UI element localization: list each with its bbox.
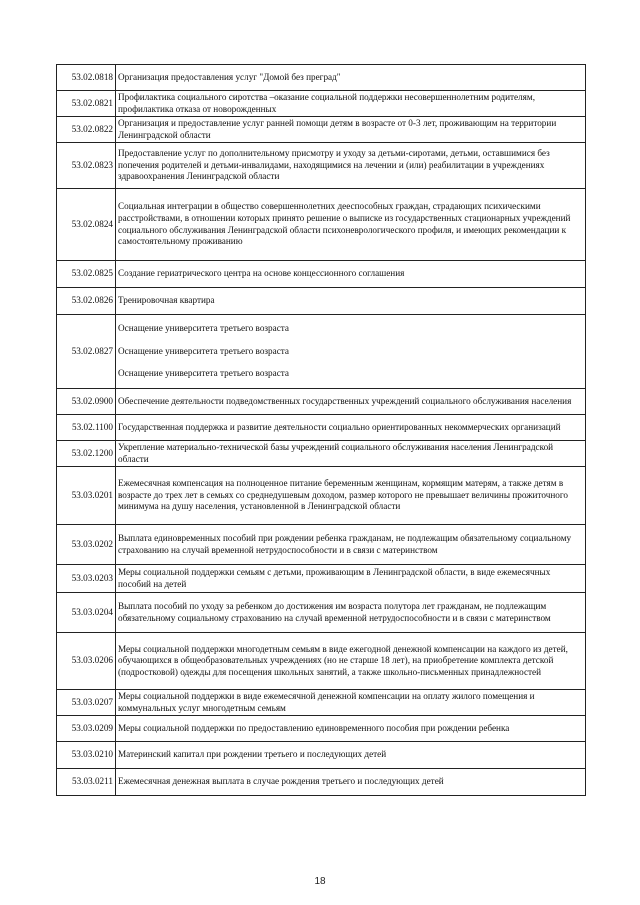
row-description: Меры социальной поддержки по предоставлению единовременного пособия при рождении ребенка — [116, 716, 586, 742]
row-description: Укрепление материально-технической базы учреждений социального обслуживания населения Ленинградской области — [116, 441, 586, 467]
row-code: 53.02.1100 — [57, 415, 116, 441]
row-code: 53.02.1200 — [57, 441, 116, 467]
table-row — [57, 315, 586, 389]
row-description-line: Оснащение университета третьего возраста — [118, 368, 290, 379]
budget-codes-table — [56, 64, 586, 796]
table-row — [57, 117, 586, 143]
table-row — [57, 593, 586, 633]
row-description: Профилактика социального сиротства –оказание социальной поддержки несовершеннолетним родителям, профилактика отказа от новорожденных — [116, 91, 586, 117]
row-code: 53.03.0206 — [57, 633, 116, 690]
row-description: Социальная интеграции в общество совершеннолетних дееспособных граждан, страдающих психическими расстройствами, в отношении которых принято решение о выписке из государственных стационарных учреждений социального обслуживания Ленинградской области психоневрологического профиля, и имеющих рекомендации к самостоятельному проживанию — [116, 189, 586, 261]
table-row — [57, 441, 586, 467]
row-code: 53.02.0821 — [57, 91, 116, 117]
row-code: 53.03.0201 — [57, 467, 116, 525]
row-description: Ежемесячная денежная выплата в случае рождения третьего и последующих детей — [116, 769, 586, 796]
table-row — [57, 769, 586, 796]
table-row — [57, 565, 586, 593]
row-code: 53.02.0900 — [57, 389, 116, 415]
row-description-line: Оснащение университета третьего возраста — [118, 323, 290, 334]
table-row — [57, 716, 586, 742]
row-description: Организация предоставления услуг "Домой без преград" — [116, 65, 586, 91]
row-description: Обеспечение деятельности подведомственных государственных учреждений социального обслуживания населения — [116, 389, 586, 415]
table-row — [57, 91, 586, 117]
table-row — [57, 633, 586, 690]
row-code: 53.02.0823 — [57, 143, 116, 189]
page-number: 18 — [314, 876, 326, 887]
table-row — [57, 65, 586, 91]
row-code: 53.02.0825 — [57, 261, 116, 288]
row-code: 53.02.0826 — [57, 288, 116, 315]
row-description: Тренировочная квартира — [116, 288, 586, 315]
table-row — [57, 143, 586, 189]
table-row — [57, 742, 586, 769]
table-row — [57, 690, 586, 716]
row-code: 53.03.0204 — [57, 593, 116, 633]
row-description: Создание гериатрического центра на основе концессионного соглашения — [116, 261, 586, 288]
row-description: Меры социальной поддержки в виде ежемесячной денежной компенсации на оплату жилого помещения и коммунальных услуг многодетным семьям — [116, 690, 586, 716]
row-code: 53.03.0207 — [57, 690, 116, 716]
table-row — [57, 525, 586, 565]
row-description — [116, 315, 586, 389]
row-description: Выплата пособий по уходу за ребенком до достижения им возраста полутора лет гражданам, не подлежащим обязательному социальному страхованию на случай временной нетрудоспособности и в связи с материнством — [116, 593, 586, 633]
table-row — [57, 389, 586, 415]
row-description-line: Оснащение университета третьего возраста — [118, 345, 290, 356]
row-description: Выплата единовременных пособий при рождении ребенка гражданам, не подлежащим обязательному социальному страхованию на случай временной нетрудоспособности и в связи с материнством — [116, 525, 586, 565]
row-code: 53.03.0211 — [57, 769, 116, 796]
table-row — [57, 189, 586, 261]
row-code: 53.02.0822 — [57, 117, 116, 143]
row-description: Ежемесячная компенсация на полноценное питание беременным женщинам, кормящим матерям, а также детям в возрасте до трех лет в семьях со среднедушевым доходом, размер которого не превышает величины прожиточного минимума на душу населения, установленной в Ленинградской области — [116, 467, 586, 525]
row-description: Материнский капитал при рождении третьего и последующих детей — [116, 742, 586, 769]
row-code: 53.03.0210 — [57, 742, 116, 769]
row-code: 53.03.0202 — [57, 525, 116, 565]
row-code: 53.02.0818 — [57, 65, 116, 91]
row-code: 53.03.0209 — [57, 716, 116, 742]
row-description: Предоставление услуг по дополнительному присмотру и уходу за детьми-сиротами, детьми, оставшимися без попечения родителей и детьми-инвалидами, находящимися на лечении и (или) реабилитации в учреждениях здравоохранения Ленинградской области — [116, 143, 586, 189]
table-row — [57, 261, 586, 288]
row-description: Организация и предоставление услуг ранней помощи детям в возрасте от 0-3 лет, проживающим на территории Ленинградской области — [116, 117, 586, 143]
table-row — [57, 288, 586, 315]
row-code: 53.02.0827 — [57, 315, 116, 389]
table-row — [57, 467, 586, 525]
row-description: Меры социальной поддержки многодетным семьям в виде ежегодной денежной компенсации на каждого из детей, обучающихся в общеобразовательных учреждениях (но не старше 18 лет), на приобретение комплекта детской (подростковой) одежды для посещения школьных занятий, а также школьно-письменных принадлежностей — [116, 633, 586, 690]
row-description: Государственная поддержка и развитие деятельности социально ориентированных некоммерческих организаций — [116, 415, 586, 441]
row-description: Меры социальной поддержки семьям с детьми, проживающим в Ленинградской области, в виде ежемесячных пособий на детей — [116, 565, 586, 593]
table-row — [57, 415, 586, 441]
row-code: 53.02.0824 — [57, 189, 116, 261]
row-code: 53.03.0203 — [57, 565, 116, 593]
